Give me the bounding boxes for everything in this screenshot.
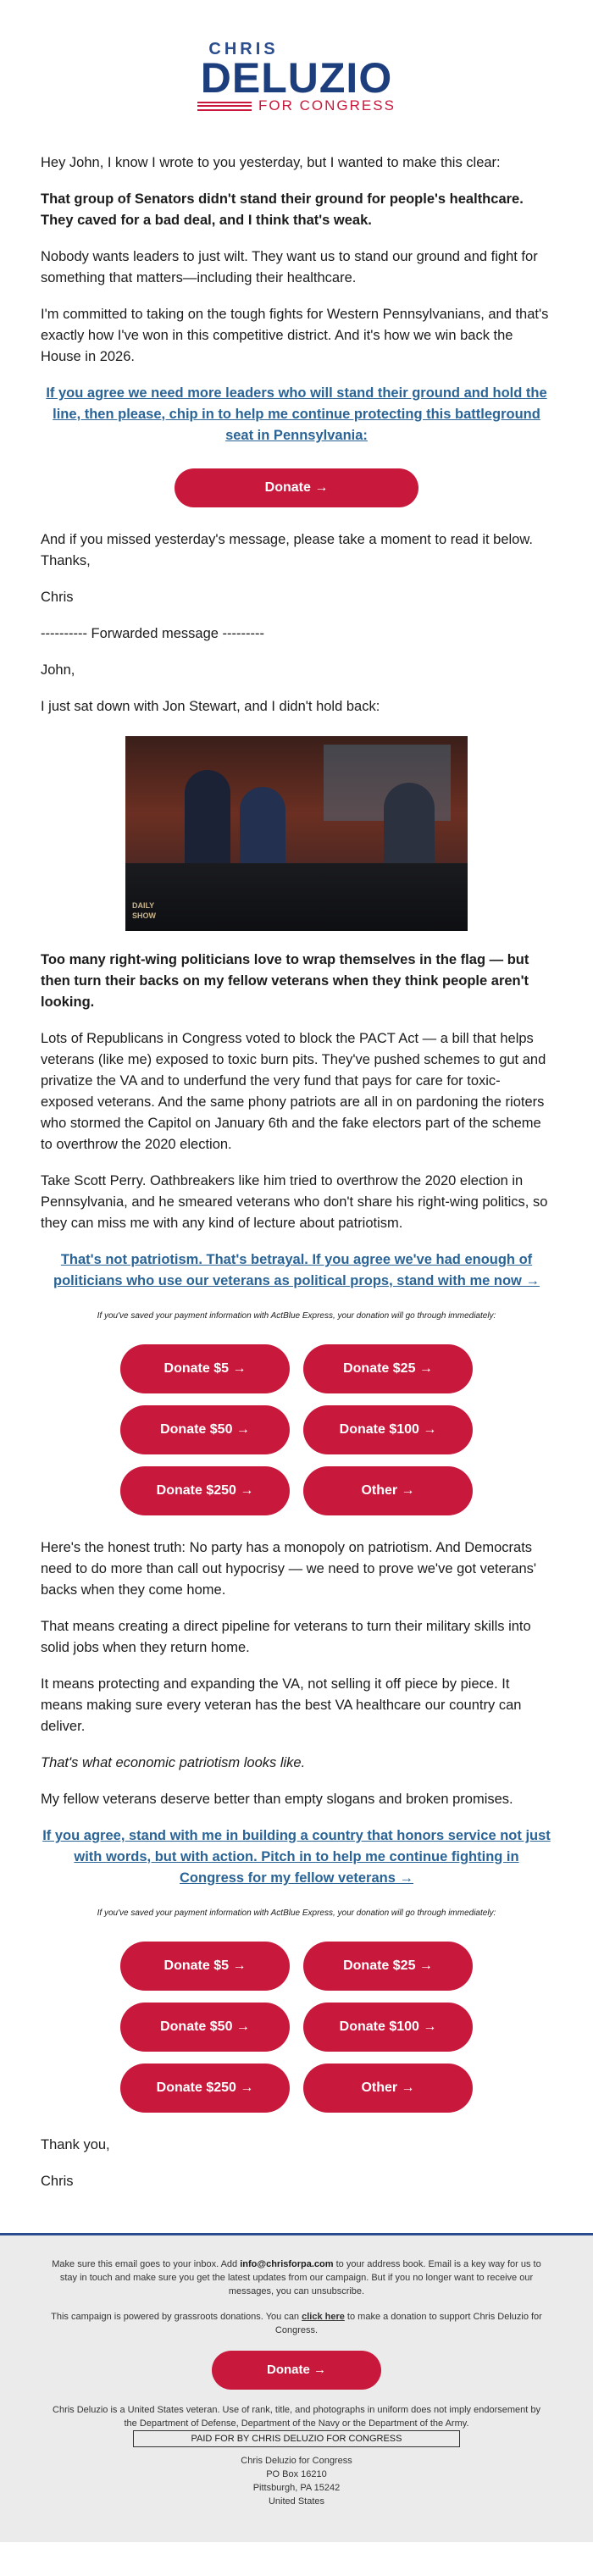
footer-disclaimer: Chris Deluzio is a United States veteran. Use of rank, title, and photographs in uniform does not imply endorsement by the Department of Defense, Department of the Navy or the Department of the Army. <box>53 2405 540 2429</box>
signature-1: Chris <box>41 590 74 605</box>
footer-address-2: PO Box 16210 <box>266 2469 327 2479</box>
footer-address-4: United States <box>268 2496 325 2507</box>
donate-5-button[interactable]: Donate $5 → <box>120 1942 290 1991</box>
donate-link-1[interactable]: If you agree we need more leaders who will stand their ground and hold the line, then please, chip in to help me continue protecting this battleground seat in Pennsylvania: <box>46 385 547 443</box>
donate-link-3[interactable]: If you agree, stand with me in building a country that honors service not just with words, but with action. Pitch in to help me continue fighting in Congress for my fellow veterans → <box>42 1828 551 1886</box>
body-paragraph-10: Here's the honest truth: No party has a monopoly on patriotism. And Democrats need to do more than call out hypocrisy — we need to prove we've got veterans' backs when they come home. <box>41 1540 537 1598</box>
footer-donate-button[interactable]: Donate → <box>212 2351 381 2390</box>
logo-first-name: CHRIS <box>208 40 279 58</box>
actblue-express-note-2: If you've saved your payment information with ActBlue Express, your donation will go through immediately: <box>97 1908 496 1918</box>
forwarded-line: ---------- Forwarded message --------- <box>41 626 264 641</box>
body-paragraph-8: Lots of Republicans in Congress voted to block the PACT Act — a bill that helps veterans (like me) exposed to toxic burn pits. They've pushed schemes to gut and privatize the VA and to underfund the very fund that pays for care for toxic-exposed veterans. And the same phony patriots are all in on pardoning the rioters who stormed the Capitol on January 6th and the fake electors part of the scheme to overthrow the 2020 election. <box>41 1031 546 1152</box>
donation-grid-1 <box>120 1344 473 1515</box>
donate-link-2[interactable]: That's not patriotism. That's betrayal. If you agree we've had enough of politicians who use our veterans as political props, stand with me now → <box>53 1252 540 1288</box>
daily-show-photo[interactable] <box>125 736 468 931</box>
email-footer <box>0 2233 593 2542</box>
footer-inbox-note: Make sure this email goes to your inbox. Add info@chrisforpa.com to your address book. Email is a key way for us to stay in touch and make sure you get the latest updates from our campaign. But if you no longer want to receive our messages, you can unsubscribe. <box>52 2259 541 2296</box>
footer-address-3: Pittsburgh, PA 15242 <box>252 2483 341 2493</box>
donate-other-button[interactable]: Other → <box>303 2064 473 2113</box>
logo-last-name: DELUZIO <box>200 54 393 102</box>
donate-other-button[interactable]: Other → <box>303 1466 473 1515</box>
donate-250-button[interactable]: Donate $250 → <box>120 2064 290 2113</box>
donate-button[interactable]: Donate → <box>175 468 418 507</box>
donate-100-button[interactable]: Donate $100 → <box>303 1405 473 1454</box>
signature-2: Chris <box>41 2174 74 2189</box>
donate-25-button[interactable]: Donate $25 → <box>303 1344 473 1393</box>
campaign-logo <box>0 0 593 122</box>
intro-paragraph-1: Hey John, I know I wrote to you yesterday, but I wanted to make this clear: <box>41 155 501 170</box>
body-paragraph-13: That's what economic patriotism looks like. <box>41 1755 306 1770</box>
footer-click-here-link[interactable]: click here <box>302 2312 345 2322</box>
donate-250-button[interactable]: Donate $250 → <box>120 1466 290 1515</box>
footer-address-1: Chris Deluzio for Congress <box>241 2456 352 2466</box>
body-paragraph-12: It means protecting and expanding the VA, not selling it off piece by piece. It means making sure every veteran has the best VA healthcare our country can deliver. <box>41 1676 522 1734</box>
logo-subtitle <box>0 98 593 114</box>
footer-email-link[interactable]: info@chrisforpa.com <box>240 2259 334 2269</box>
donate-50-button[interactable]: Donate $50 → <box>120 2003 290 2052</box>
intro-paragraph-4: I'm committed to taking on the tough fights for Western Pennsylvanians, and that's exactly how I've won in this competitive district. And it's how we win back the House in 2026. <box>41 307 549 364</box>
intro-paragraph-6: I just sat down with Jon Stewart, and I didn't hold back: <box>41 699 380 714</box>
intro-paragraph-3: Nobody wants leaders to just wilt. They want us to stand our ground and fight for something that matters—including their healthcare. <box>41 249 538 285</box>
logo-for-congress: FOR CONGRESS <box>258 97 396 114</box>
donate-25-button[interactable]: Donate $25 → <box>303 1942 473 1991</box>
footer-grassroots-note: This campaign is powered by grassroots donations. You can click here to make a donation to support Chris Deluzio for Congress. <box>51 2312 542 2335</box>
body-paragraph-11: That means creating a direct pipeline for veterans to turn their military skills into solid jobs when they return home. <box>41 1619 531 1655</box>
closing-thanks: Thank you, <box>41 2137 110 2152</box>
body-paragraph-9: Take Scott Perry. Oathbreakers like him tried to overthrow the 2020 election in Pennsylvania, and he smeared veterans who don't share his right-wing politics, so they can miss me with any kind of lecture about patriotism. <box>41 1173 548 1231</box>
donation-grid-2 <box>120 1942 473 2113</box>
flag-stripes-icon <box>197 102 252 111</box>
intro-paragraph-5: And if you missed yesterday's message, please take a moment to read it below. Thanks, <box>41 532 533 568</box>
donate-5-button[interactable]: Donate $5 → <box>120 1344 290 1393</box>
greeting: John, <box>41 662 75 678</box>
body-paragraph-7: Too many right-wing politicians love to wrap themselves in the flag — but then turn their backs on my fellow veterans when they think people aren't looking. <box>41 952 529 1010</box>
paid-for-box: PAID FOR BY CHRIS DELUZIO FOR CONGRESS <box>133 2430 460 2447</box>
donate-50-button[interactable]: Donate $50 → <box>120 1405 290 1454</box>
body-paragraph-14: My fellow veterans deserve better than empty slogans and broken promises. <box>41 1792 513 1807</box>
actblue-express-note: If you've saved your payment information with ActBlue Express, your donation will go through immediately: <box>97 1311 496 1321</box>
donate-100-button[interactable]: Donate $100 → <box>303 2003 473 2052</box>
show-sign: DAILY SHOW <box>132 901 156 920</box>
intro-paragraph-2: That group of Senators didn't stand their ground for people's healthcare. They caved for a bad deal, and I think that's weak. <box>41 191 524 228</box>
